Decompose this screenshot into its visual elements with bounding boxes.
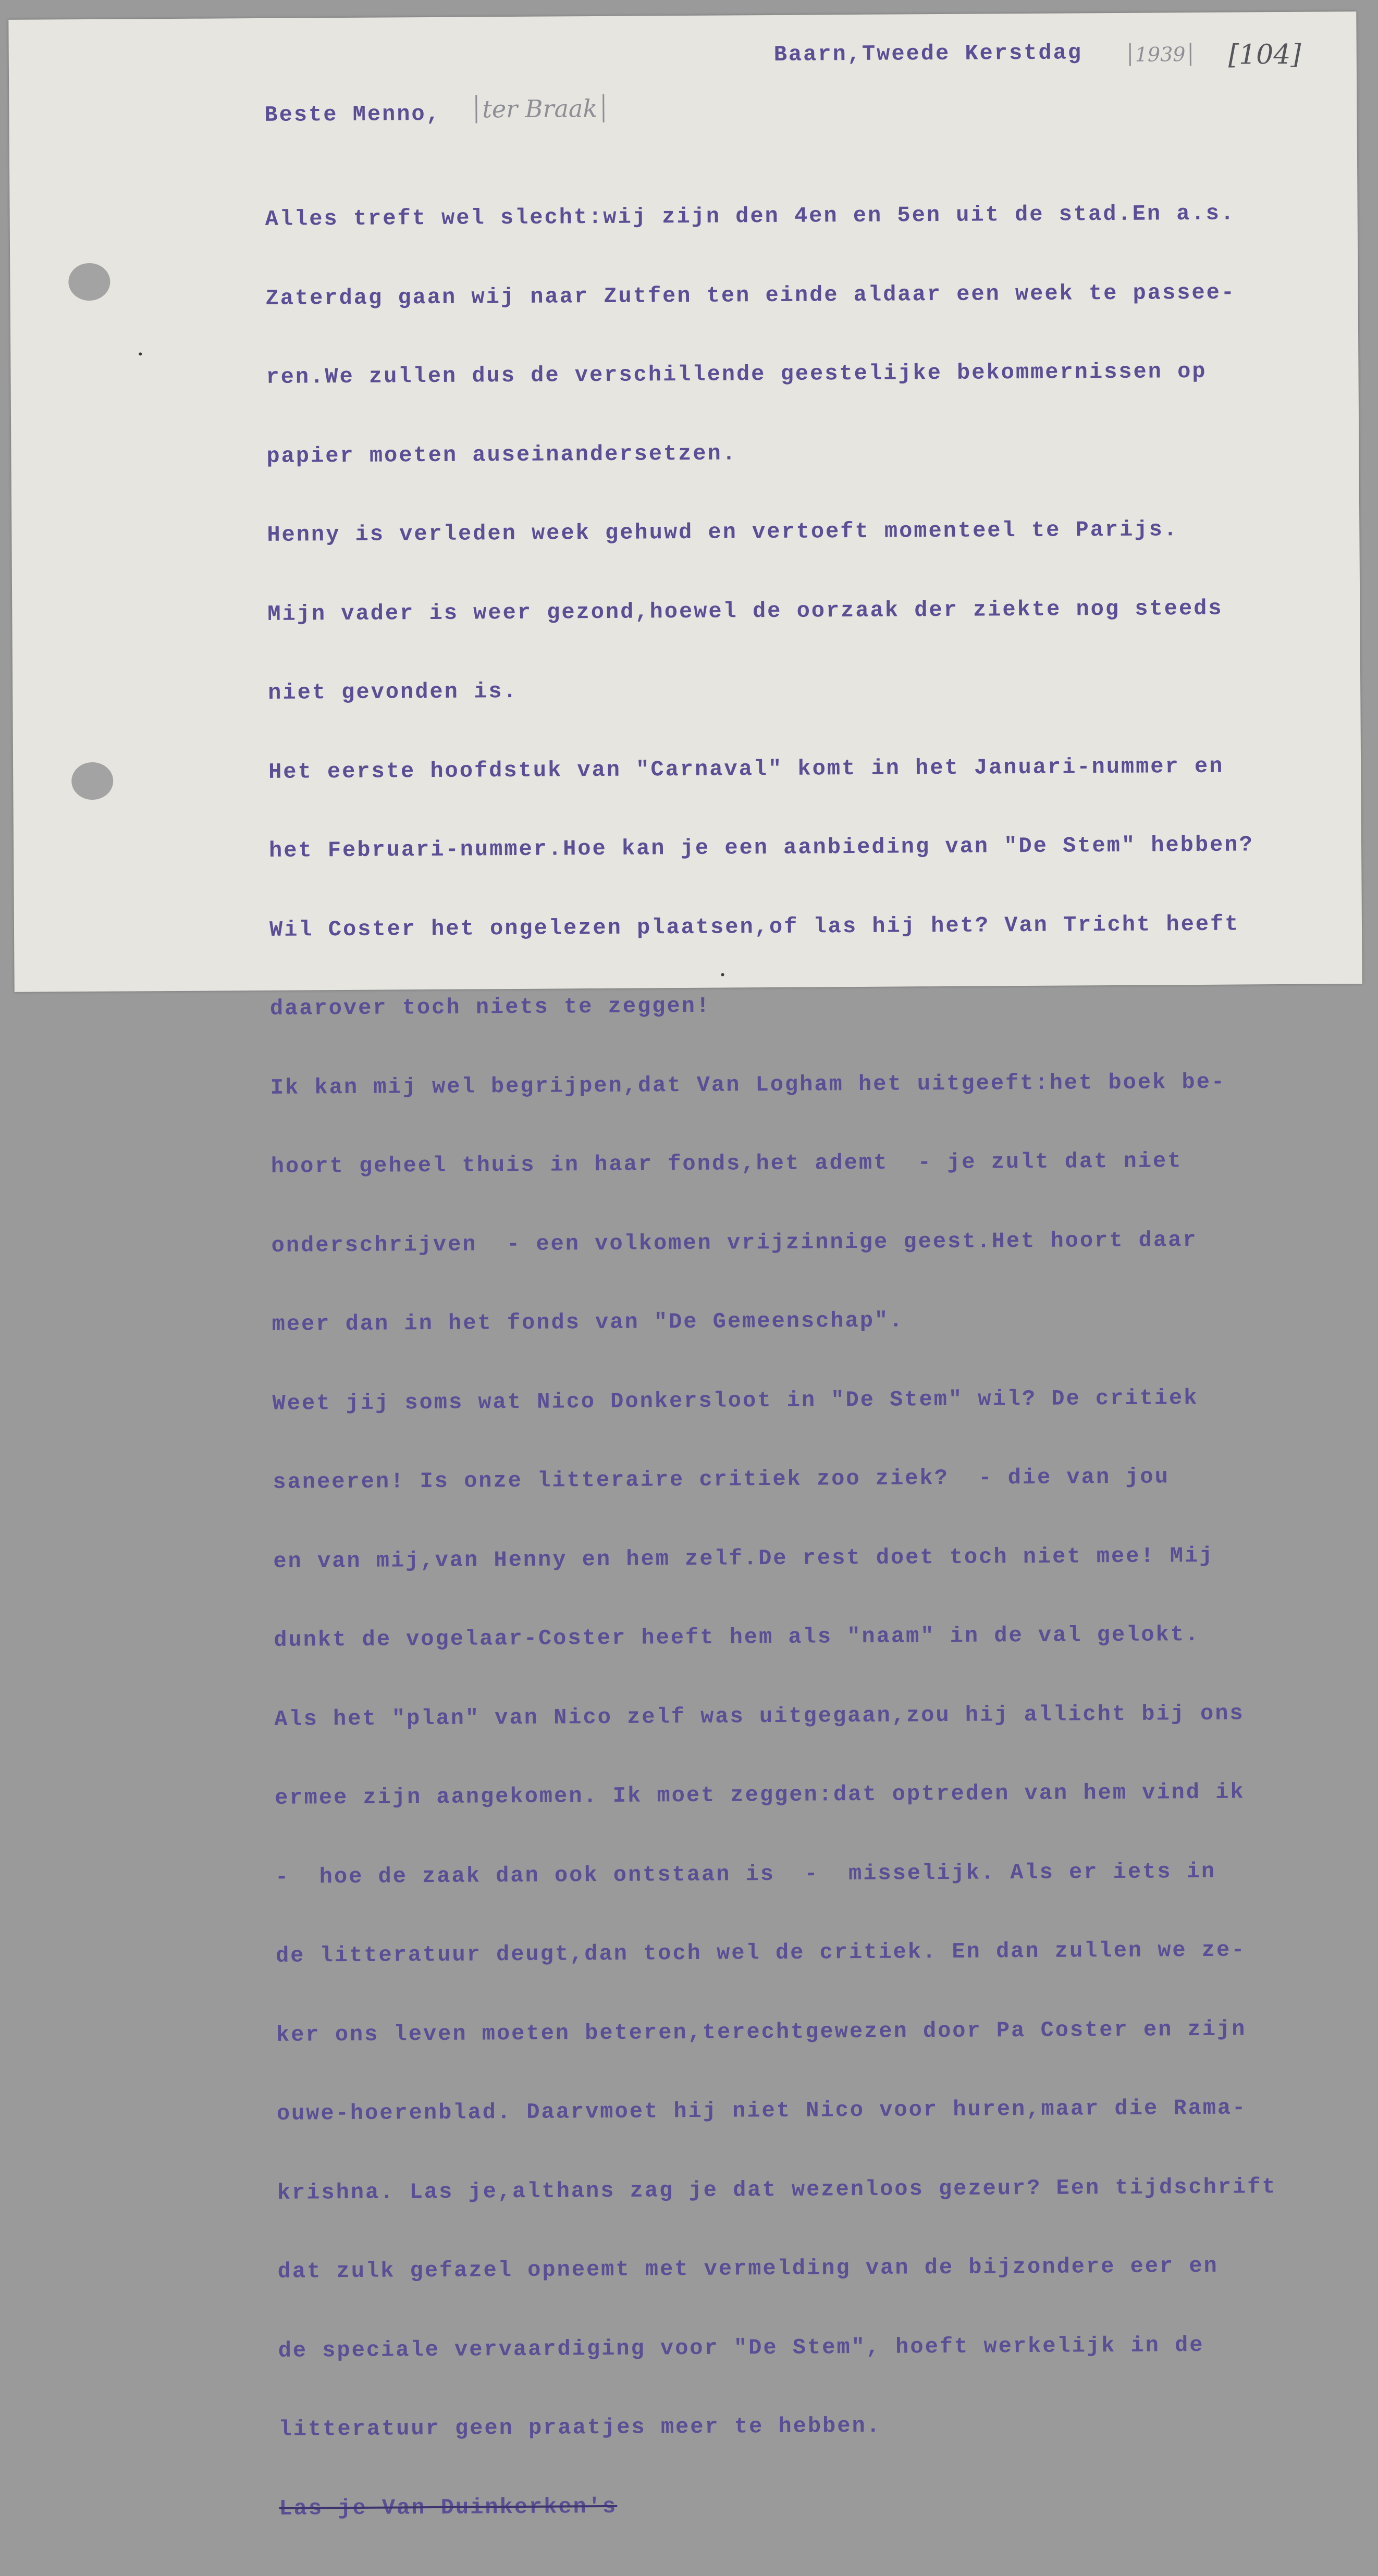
- body-line: dat zulk gefazel opneemt met vermelding van de bijzondere eer en: [277, 2253, 1219, 2284]
- body-line: Henny is verleden week gehuwd en vertoeft momenteel te Parijs.: [267, 517, 1179, 548]
- body-line: Het eerste hoofdstuk van "Carnaval" komt in het Januari-nummer en: [268, 753, 1224, 785]
- body-line: - hoe de zaak dan ook ontstaan is - misselijk. Als er iets in: [275, 1859, 1216, 1890]
- body-line: niet gevonden is.: [268, 678, 518, 705]
- body-line: ouwe-hoerenblad. Daarvmoet hij niet Nico voor huren,maar die Rama-: [276, 2095, 1247, 2126]
- body-line: ren.We zullen dus de verschillende geestelijke bekommernissen op: [266, 358, 1207, 390]
- pencil-recipient-annotation: ter Braak: [475, 94, 604, 123]
- body-line: de litteratuur deugt,dan toch wel de critiek. En dan zullen we ze-: [275, 1937, 1246, 1968]
- body-line: litteratuur geen praatjes meer te hebben.: [278, 2413, 882, 2442]
- body-line: onderschrijven - een volkomen vrijzinnige geest.Het hoort daar: [271, 1227, 1198, 1258]
- body-line: dunkt de vogelaar-Coster heeft hem als "naam" in de val gelokt.: [274, 1622, 1200, 1653]
- dateline: Baarn,Tweede Kerstdag: [773, 40, 1083, 67]
- pencil-year-annotation: 1939: [1129, 43, 1191, 66]
- letter-body: [265, 147, 1279, 2574]
- body-line: Ik kan mij wel begrijpen,dat Van Logham het uitgeeft:het boek be-: [270, 1069, 1226, 1100]
- body-line: en van mij,van Henny en hem zelf.De rest doet toch niet mee! Mij: [273, 1543, 1214, 1574]
- salutation: Beste Menno,: [264, 101, 441, 128]
- letter-page: [8, 11, 1362, 2521]
- body-line: krishna. Las je,althans zag je dat wezenloos gezeur? Een tijdschrift: [277, 2174, 1277, 2206]
- body-line: Als het "plan" van Nico zelf was uitgegaan,zou hij allicht bij ons: [274, 1700, 1245, 1732]
- body-line: meer dan in het fonds van "De Gemeenschap".: [272, 1308, 904, 1337]
- body-line: het Februari-nummer.Hoe kan je een aanbieding van "De Stem" hebben?: [268, 832, 1254, 863]
- body-line: ker ons leven moeten beteren,terechtgewezen door Pa Coster en zijn: [276, 2016, 1247, 2048]
- punch-hole-bottom: [71, 762, 113, 800]
- struck-through-line: Las je Van Duinkerken's: [279, 2494, 618, 2521]
- body-line: saneeren! Is onze litteraire critiek zoo ziek? - die van jou: [273, 1464, 1170, 1495]
- body-line: Mijn vader is weer gezond,hoewel de oorzaak der ziekte nog steeds: [267, 596, 1223, 627]
- punch-hole-top: [68, 263, 110, 301]
- paper-speck: [139, 352, 142, 355]
- body-line: Wil Coster het ongelezen plaatsen,of las hij het? Van Tricht heeft: [269, 911, 1240, 943]
- body-line: daarover toch niets te zeggen!: [269, 993, 711, 1021]
- body-line: papier moeten auseinandersetzen.: [266, 440, 737, 469]
- body-line: Weet jij soms wat Nico Donkersloot in "De Stem" wil? De critiek: [272, 1385, 1199, 1416]
- body-line: Zaterdag gaan wij naar Zutfen ten einde aldaar een week te passee-: [265, 280, 1236, 311]
- pencil-number-annotation: [104]: [1228, 39, 1301, 71]
- body-line: de speciale vervaardiging voor "De Stem", hoeft werkelijk in de: [278, 2332, 1204, 2363]
- body-line: ermee zijn aangekomen. Ik moet zeggen:dat optreden van hem vind ik: [275, 1779, 1245, 1811]
- body-line: hoort geheel thuis in haar fonds,het ademt - je zult dat niet: [270, 1148, 1183, 1179]
- body-line: Alles treft wel slecht:wij zijn den 4en en 5en uit de stad.En a.s.: [265, 201, 1236, 232]
